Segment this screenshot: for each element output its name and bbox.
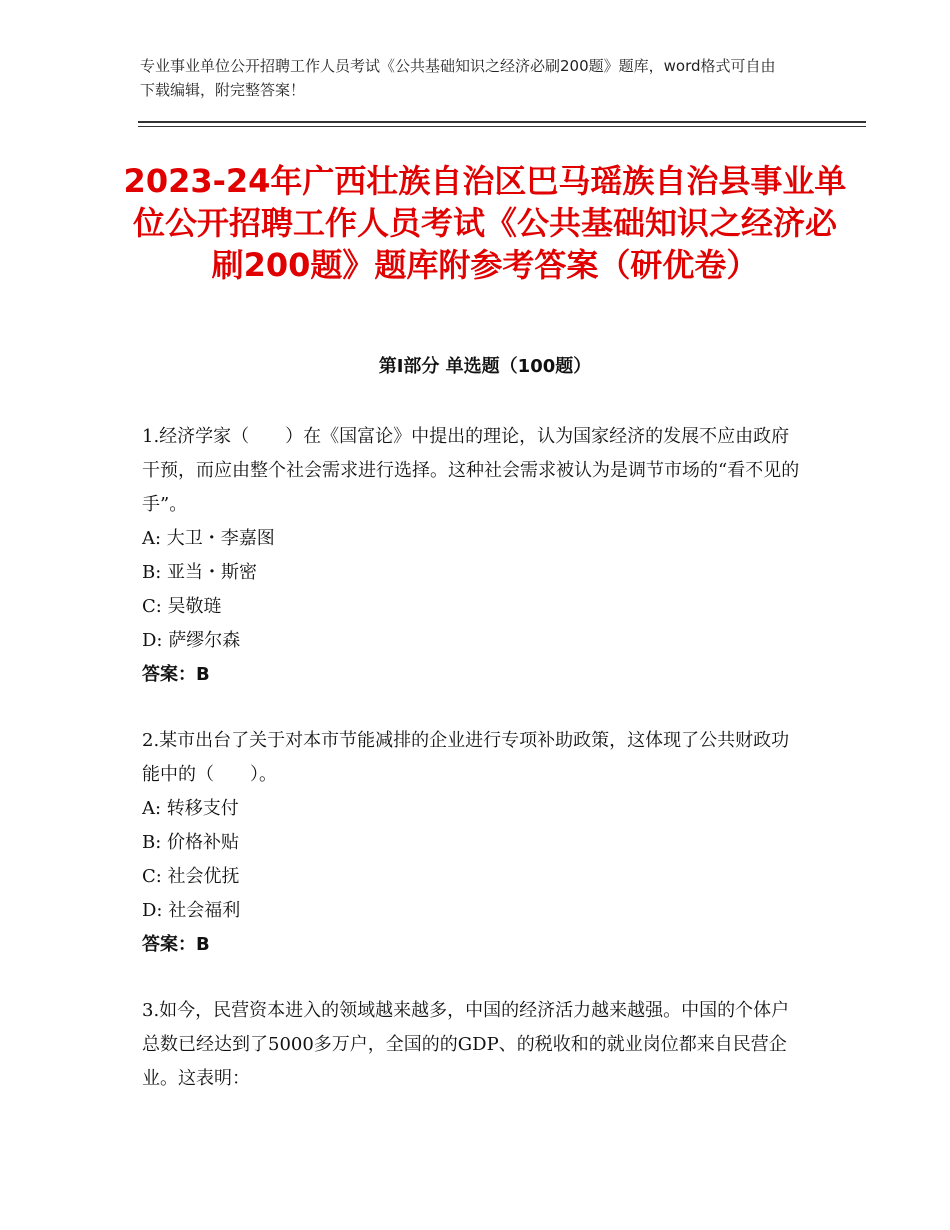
answer-label: 答案：B	[142, 664, 210, 685]
option-d: D: 社会福利	[142, 900, 241, 921]
question-stem: 3.如今，民营资本进入的领域越来越多，中国的经济活力越来越强。中国的个体户总数已经达到了5000多万户，全国的的GDP、的税收和的就业岗位都来自民营企业。这表明：	[142, 1000, 790, 1089]
option-a: A: 大卫・李嘉图	[142, 528, 275, 549]
option-c: C: 吴敬琏	[142, 596, 222, 617]
answer-label: 答案：B	[142, 934, 210, 955]
question-stem: 2.某市出台了关于对本市节能减排的企业进行专项补助政策，这体现了公共财政功能中的（ ）。	[142, 730, 790, 785]
question-3	[142, 994, 802, 1096]
header-divider-thin	[138, 126, 866, 127]
header-divider-thick	[138, 121, 866, 123]
question-stem: 1.经济学家（ ）在《国富论》中提出的理论，认为国家经济的发展不应由政府干预，而应由整个社会需求进行选择。这种社会需求被认为是调节市场的“看不见的手”。	[142, 426, 800, 515]
option-b: B: 价格补贴	[142, 832, 240, 853]
document-title: 2023-24年广西壮族自治区巴马瑶族自治县事业单位公开招聘工作人员考试《公共基础知识之经济必刷200题》题库附参考答案（研优卷）	[123, 162, 847, 284]
section-title: 第Ⅰ部分 单选题（100题）	[378, 356, 592, 377]
header-note: 专业事业单位公开招聘工作人员考试《公共基础知识之经济必刷200题》题库，word格式可自由下载编辑，附完整答案！	[140, 57, 776, 99]
question-1	[142, 420, 802, 692]
question-2	[142, 724, 802, 962]
option-d: D: 萨缪尔森	[142, 630, 241, 651]
question-list	[142, 420, 802, 1128]
option-c: C: 社会优抚	[142, 866, 240, 887]
option-a: A: 转移支付	[142, 798, 239, 819]
option-b: B: 亚当・斯密	[142, 562, 258, 583]
